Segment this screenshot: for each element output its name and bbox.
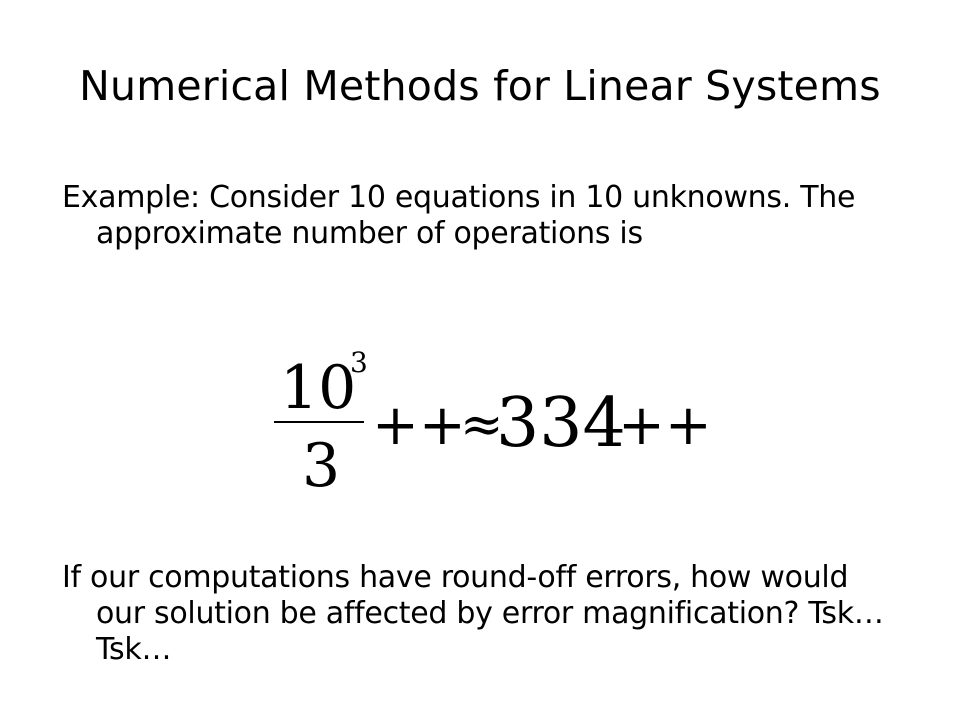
formula-numerator-base: 10 [280,353,357,423]
formula-result: 334 [496,384,626,463]
operations-formula [272,346,722,501]
formula-graphic [272,346,722,501]
formula-ops-right: ++ [618,393,712,458]
formula-ops-left: ++ [372,393,466,458]
example-paragraph: Example: Consider 10 equations in 10 unknowns. The approximate number of operations is [62,180,856,251]
question-paragraph: If our computations have round-off errors, how would our solution be affected by error magnification? Tsk… Tsk… [62,560,884,667]
formula-denominator: 3 [302,431,341,501]
formula-numerator-exponent: 3 [350,346,368,379]
formula-approx-symbol: ≈ [460,395,504,455]
slide-title: Numerical Methods for Linear Systems [79,62,881,110]
